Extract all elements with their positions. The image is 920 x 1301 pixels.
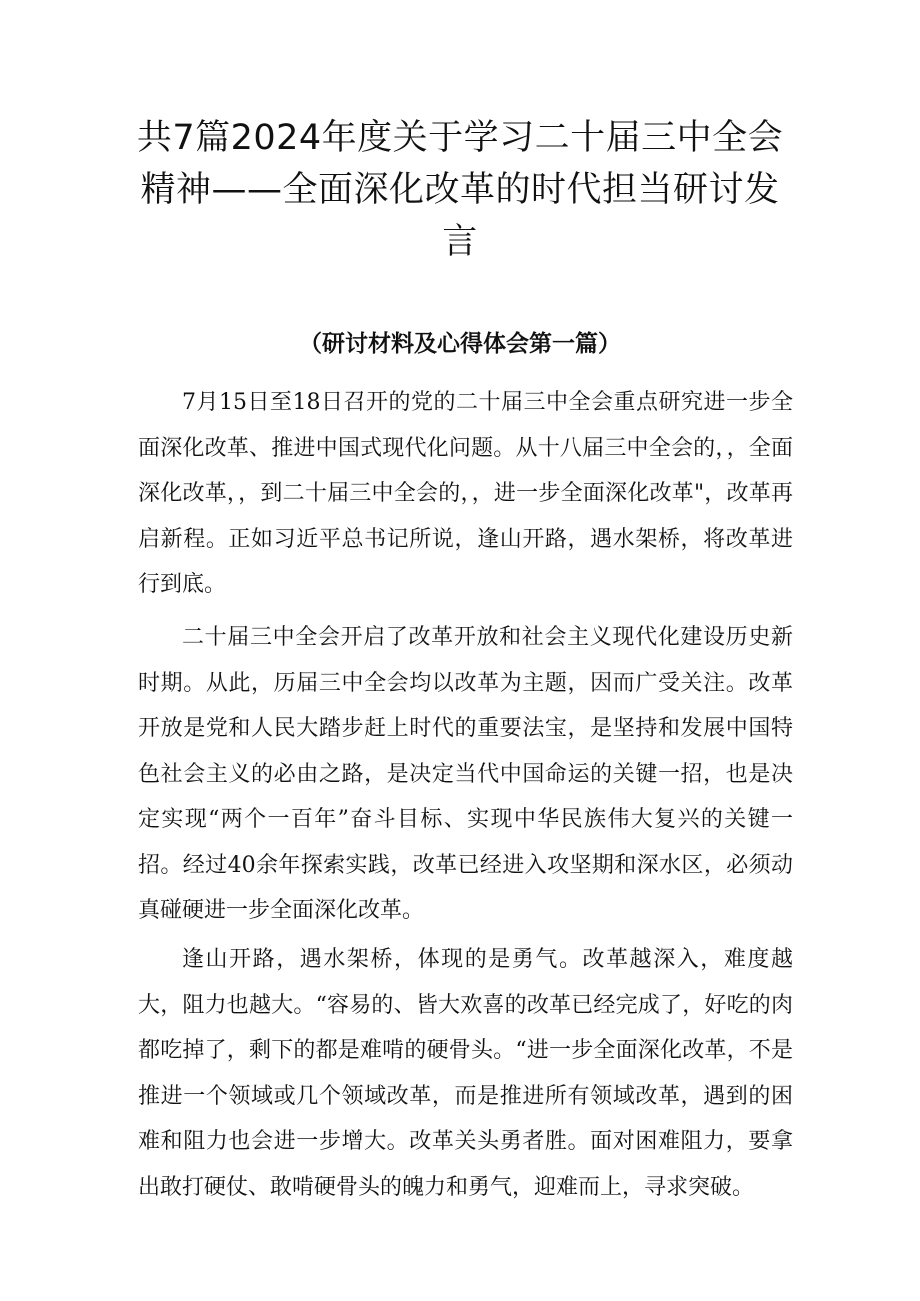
body-paragraph: 7月15日至18日召开的党的二十届三中全会重点研究进一步全面深化改革、推进中国式现代化问题。从十八届三中全会的，，全面深化改革，，到二十届三中全会的，，进一步全面深化改革"，改革再启新程。正如习近平总书记所说，逢山开路，遇水架桥，将改革进行到底。 [138,390,793,597]
section-heading: （研讨材料及心得体会第一篇） [299,331,621,357]
body-paragraph: 逢山开路，遇水架桥，体现的是勇气。改革越深入，难度越大，阻力也越大。“容易的、皆大欢喜的改革已经完成了，好吃的肉都吃掉了，剩下的都是难啃的硬骨头。“进一步全面深化改革，不是推进一个领域或几个领域改革，而是推进所有领域改革，遇到的困难和阻力也会进一步增大。改革关头勇者胜。面对困难阻力，要拿出敢打硬仗、敢啃硬骨头的魄力和勇气，迎难而上，寻求突破。 [138,947,793,1200]
body-paragraph: 二十届三中全会开启了改革开放和社会主义现代化建设历史新时期。从此，历届三中全会均以改革为主题，因而广受关注。改革开放是党和人民大踏步赶上时代的重要法宝，是坚持和发展中国特色社会主义的必由之路，是决定当代中国命运的关键一招，也是决定实现“两个一百年”奋斗目标、实现中华民族伟大复兴的关键一招。经过40余年探索实践，改革已经进入攻坚期和深水区，必须动真碰硬进一步全面深化改革。 [138,625,793,923]
document-title: 共7篇2024年度关于学习二十届三中全会精神——全面深化改革的时代担当研讨发言 [136,118,784,262]
